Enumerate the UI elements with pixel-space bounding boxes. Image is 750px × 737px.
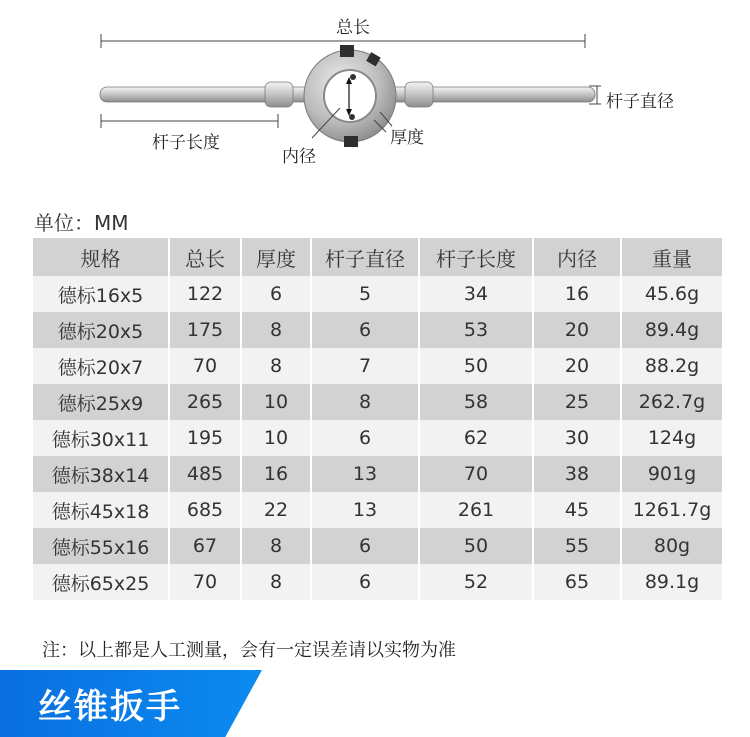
- cell-rod-diameter: 5: [311, 276, 419, 312]
- cell-rod-length: 261: [419, 492, 533, 528]
- cell-rod-length: 50: [419, 528, 533, 564]
- cell-total-length: 70: [169, 348, 241, 384]
- cell-total-length: 485: [169, 456, 241, 492]
- table-header-row: [33, 238, 723, 276]
- table-row: [33, 564, 723, 600]
- inner-diameter-label: 内径: [282, 147, 316, 167]
- cell-total-length: 67: [169, 528, 241, 564]
- table-row: [33, 528, 723, 564]
- table-row: [33, 348, 723, 384]
- cell-weight: 1261.7g: [621, 492, 723, 528]
- cell-thickness: 10: [241, 384, 311, 420]
- cell-thickness: 8: [241, 348, 311, 384]
- cell-weight: 45.6g: [621, 276, 723, 312]
- cell-rod-diameter: 13: [311, 456, 419, 492]
- cell-inner-diameter: 30: [533, 420, 621, 456]
- header-rod-diameter: 杆子直径: [311, 238, 419, 276]
- table-row: [33, 384, 723, 420]
- header-total-length: 总长: [169, 238, 241, 276]
- cell-spec: 德标45x18: [33, 492, 169, 528]
- cell-rod-length: 34: [419, 276, 533, 312]
- cell-weight: 89.4g: [621, 312, 723, 348]
- cell-inner-diameter: 20: [533, 348, 621, 384]
- cell-spec: 德标38x14: [33, 456, 169, 492]
- cell-rod-diameter: 13: [311, 492, 419, 528]
- cell-thickness: 10: [241, 420, 311, 456]
- unit-label: 单位：MM: [34, 211, 129, 235]
- header-inner-diameter: 内径: [533, 238, 621, 276]
- cell-thickness: 16: [241, 456, 311, 492]
- spec-table: [33, 238, 724, 600]
- rod-diameter-label: 杆子直径: [606, 92, 674, 112]
- disclaimer-note: 注：以上都是人工测量，会有一定误差请以实物为准: [42, 640, 456, 661]
- cell-weight: 89.1g: [621, 564, 723, 600]
- header-thickness: 厚度: [241, 238, 311, 276]
- cell-inner-diameter: 16: [533, 276, 621, 312]
- cell-rod-length: 70: [419, 456, 533, 492]
- cell-rod-diameter: 7: [311, 348, 419, 384]
- cell-thickness: 8: [241, 528, 311, 564]
- cell-weight: 901g: [621, 456, 723, 492]
- cell-weight: 80g: [621, 528, 723, 564]
- cell-thickness: 6: [241, 276, 311, 312]
- product-diagram: [0, 0, 750, 190]
- cell-total-length: 195: [169, 420, 241, 456]
- cell-rod-length: 52: [419, 564, 533, 600]
- table-row: [33, 492, 723, 528]
- cell-spec: 德标25x9: [33, 384, 169, 420]
- cell-weight: 262.7g: [621, 384, 723, 420]
- rod-length-label: 杆子长度: [152, 133, 220, 153]
- cell-rod-length: 50: [419, 348, 533, 384]
- cell-inner-diameter: 65: [533, 564, 621, 600]
- cell-total-length: 70: [169, 564, 241, 600]
- cell-rod-length: 53: [419, 312, 533, 348]
- cell-total-length: 685: [169, 492, 241, 528]
- cell-rod-diameter: 8: [311, 384, 419, 420]
- table-row: [33, 420, 723, 456]
- header-weight: 重量: [621, 238, 723, 276]
- table-row: [33, 276, 723, 312]
- total-length-label: 总长: [336, 18, 370, 38]
- cell-inner-diameter: 38: [533, 456, 621, 492]
- thickness-label: 厚度: [390, 128, 424, 148]
- cell-thickness: 8: [241, 312, 311, 348]
- cell-rod-length: 58: [419, 384, 533, 420]
- banner-title: 丝锥扳手: [38, 687, 182, 727]
- cell-rod-diameter: 6: [311, 420, 419, 456]
- cell-spec: 德标20x7: [33, 348, 169, 384]
- table-row: [33, 312, 723, 348]
- cell-thickness: 22: [241, 492, 311, 528]
- cell-total-length: 122: [169, 276, 241, 312]
- cell-rod-diameter: 6: [311, 312, 419, 348]
- cell-weight: 88.2g: [621, 348, 723, 384]
- table-row: [33, 456, 723, 492]
- cell-spec: 德标20x5: [33, 312, 169, 348]
- cell-rod-length: 62: [419, 420, 533, 456]
- cell-spec: 德标16x5: [33, 276, 169, 312]
- cell-thickness: 8: [241, 564, 311, 600]
- cell-inner-diameter: 55: [533, 528, 621, 564]
- cell-inner-diameter: 20: [533, 312, 621, 348]
- cell-rod-diameter: 6: [311, 564, 419, 600]
- header-spec: 规格: [33, 238, 169, 276]
- cell-total-length: 265: [169, 384, 241, 420]
- cell-spec: 德标55x16: [33, 528, 169, 564]
- cell-spec: 德标30x11: [33, 420, 169, 456]
- header-rod-length: 杆子长度: [419, 238, 533, 276]
- cell-spec: 德标65x25: [33, 564, 169, 600]
- cell-inner-diameter: 25: [533, 384, 621, 420]
- cell-weight: 124g: [621, 420, 723, 456]
- cell-inner-diameter: 45: [533, 492, 621, 528]
- cell-total-length: 175: [169, 312, 241, 348]
- cell-rod-diameter: 6: [311, 528, 419, 564]
